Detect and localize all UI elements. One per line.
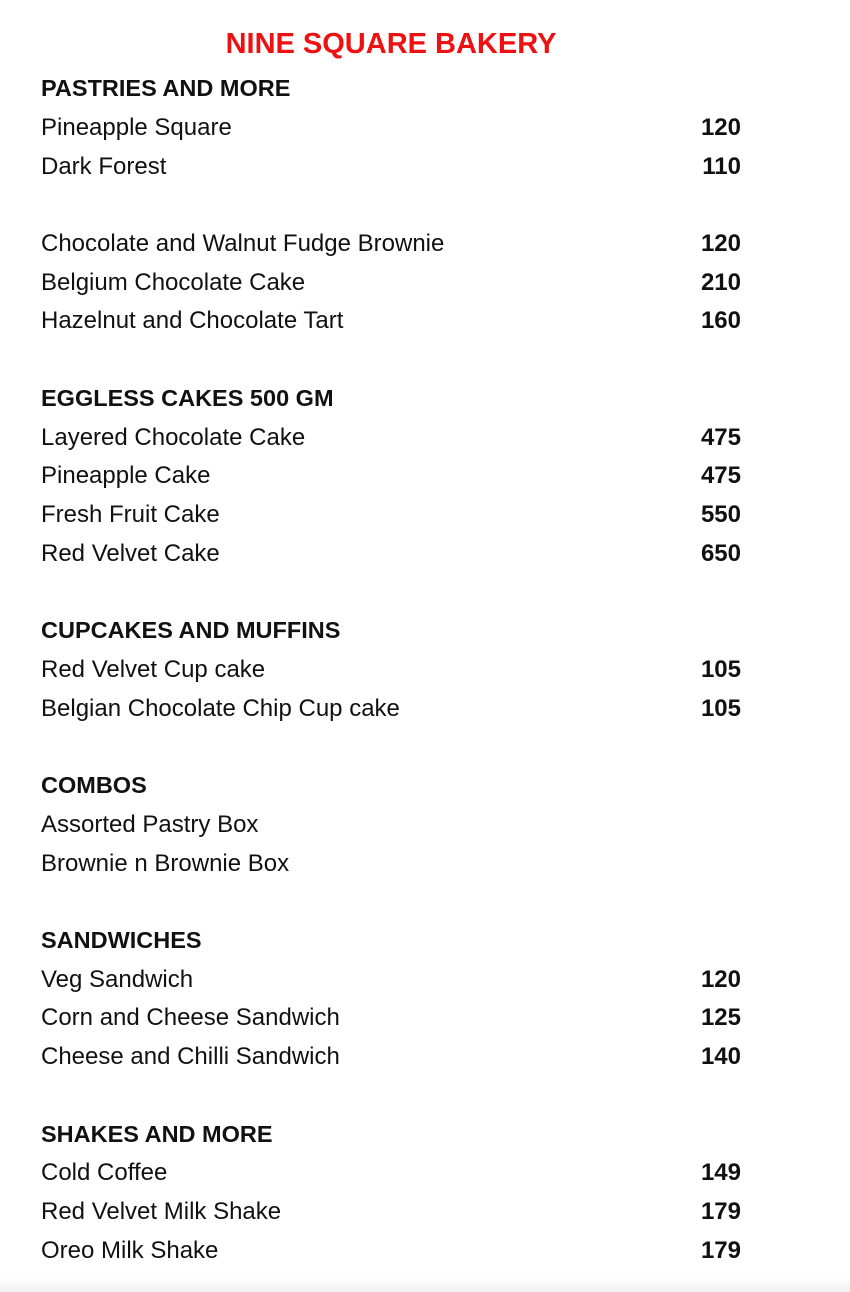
- item-price: 650: [700, 540, 741, 567]
- menu-item: [41, 998, 741, 1037]
- item-name: Pineapple Square: [41, 114, 232, 141]
- menu-item: [41, 301, 741, 340]
- section-heading-shakes: [41, 1115, 741, 1154]
- section-heading-label: SHAKES AND MORE: [41, 1121, 273, 1147]
- section-heading-label: EGGLESS CAKES 500 GM: [41, 385, 334, 411]
- section-heading-label: PASTRIES AND MORE: [41, 75, 291, 101]
- menu-item: [41, 689, 741, 728]
- item-name: Dark Forest: [41, 153, 167, 180]
- item-name: Chocolate and Walnut Fudge Brownie: [41, 230, 445, 257]
- item-price: 550: [700, 501, 741, 528]
- menu-item: [41, 1037, 741, 1076]
- menu-item: [41, 650, 741, 689]
- item-name: Fresh Fruit Cake: [41, 501, 220, 528]
- menu-item: [41, 844, 741, 883]
- menu-item: [41, 1192, 741, 1231]
- menu-item: [41, 960, 741, 999]
- menu-item: [41, 534, 741, 573]
- item-price: 475: [700, 462, 741, 489]
- item-price: 120: [700, 966, 741, 993]
- section-heading-label: CUPCAKES AND MUFFINS: [41, 617, 341, 643]
- item-name: Corn and Cheese Sandwich: [41, 1004, 340, 1031]
- section-heading-label: SANDWICHES: [41, 927, 202, 953]
- item-price: 160: [700, 307, 741, 334]
- section-heading-combos: [41, 766, 741, 805]
- item-name: Layered Chocolate Cake: [41, 424, 306, 451]
- menu-item: [41, 418, 741, 457]
- item-price: 110: [702, 153, 741, 180]
- item-price: 120: [700, 230, 741, 257]
- item-name: Oreo Milk Shake: [41, 1237, 219, 1264]
- item-name: Veg Sandwich: [41, 966, 194, 993]
- menu-item: [41, 263, 741, 302]
- page-title: NINE SQUARE BAKERY: [225, 28, 557, 60]
- item-name: Belgian Chocolate Chip Cup cake: [41, 695, 400, 722]
- item-name: Hazelnut and Chocolate Tart: [41, 307, 344, 334]
- item-name: Brownie n Brownie Box: [41, 850, 290, 877]
- section-heading-sandwiches: [41, 921, 741, 960]
- menu-item: [41, 108, 741, 147]
- item-name: Pineapple Cake: [41, 462, 211, 489]
- page-bottom-shadow: [0, 1278, 850, 1292]
- item-price: 210: [700, 269, 741, 296]
- item-price: 140: [700, 1043, 741, 1070]
- item-price: 125: [700, 1004, 741, 1031]
- item-price: 120: [700, 114, 741, 141]
- item-name: Assorted Pastry Box: [41, 811, 259, 838]
- item-price: 179: [700, 1237, 741, 1264]
- menu-item: [41, 1153, 741, 1192]
- item-price: 475: [700, 424, 741, 451]
- section-heading-pastries: [41, 69, 741, 108]
- section-heading-label: COMBOS: [41, 772, 147, 798]
- item-name: Red Velvet Cake: [41, 540, 220, 567]
- section-heading-eggless-cakes: [41, 379, 741, 418]
- item-price: 105: [700, 656, 741, 683]
- menu-item: [41, 147, 741, 186]
- item-name: Cheese and Chilli Sandwich: [41, 1043, 340, 1070]
- item-name: Belgium Chocolate Cake: [41, 269, 306, 296]
- menu-item: [41, 805, 741, 844]
- item-name: Red Velvet Milk Shake: [41, 1198, 282, 1225]
- menu-item: [41, 1231, 741, 1270]
- menu-item: [41, 456, 741, 495]
- menu-item: [41, 224, 741, 263]
- item-name: Red Velvet Cup cake: [41, 656, 266, 683]
- item-name: Cold Coffee: [41, 1159, 168, 1186]
- item-price: 179: [700, 1198, 741, 1225]
- item-price: 149: [700, 1159, 741, 1186]
- menu-item: [41, 495, 741, 534]
- section-heading-cupcakes: [41, 611, 741, 650]
- item-price: 105: [700, 695, 741, 722]
